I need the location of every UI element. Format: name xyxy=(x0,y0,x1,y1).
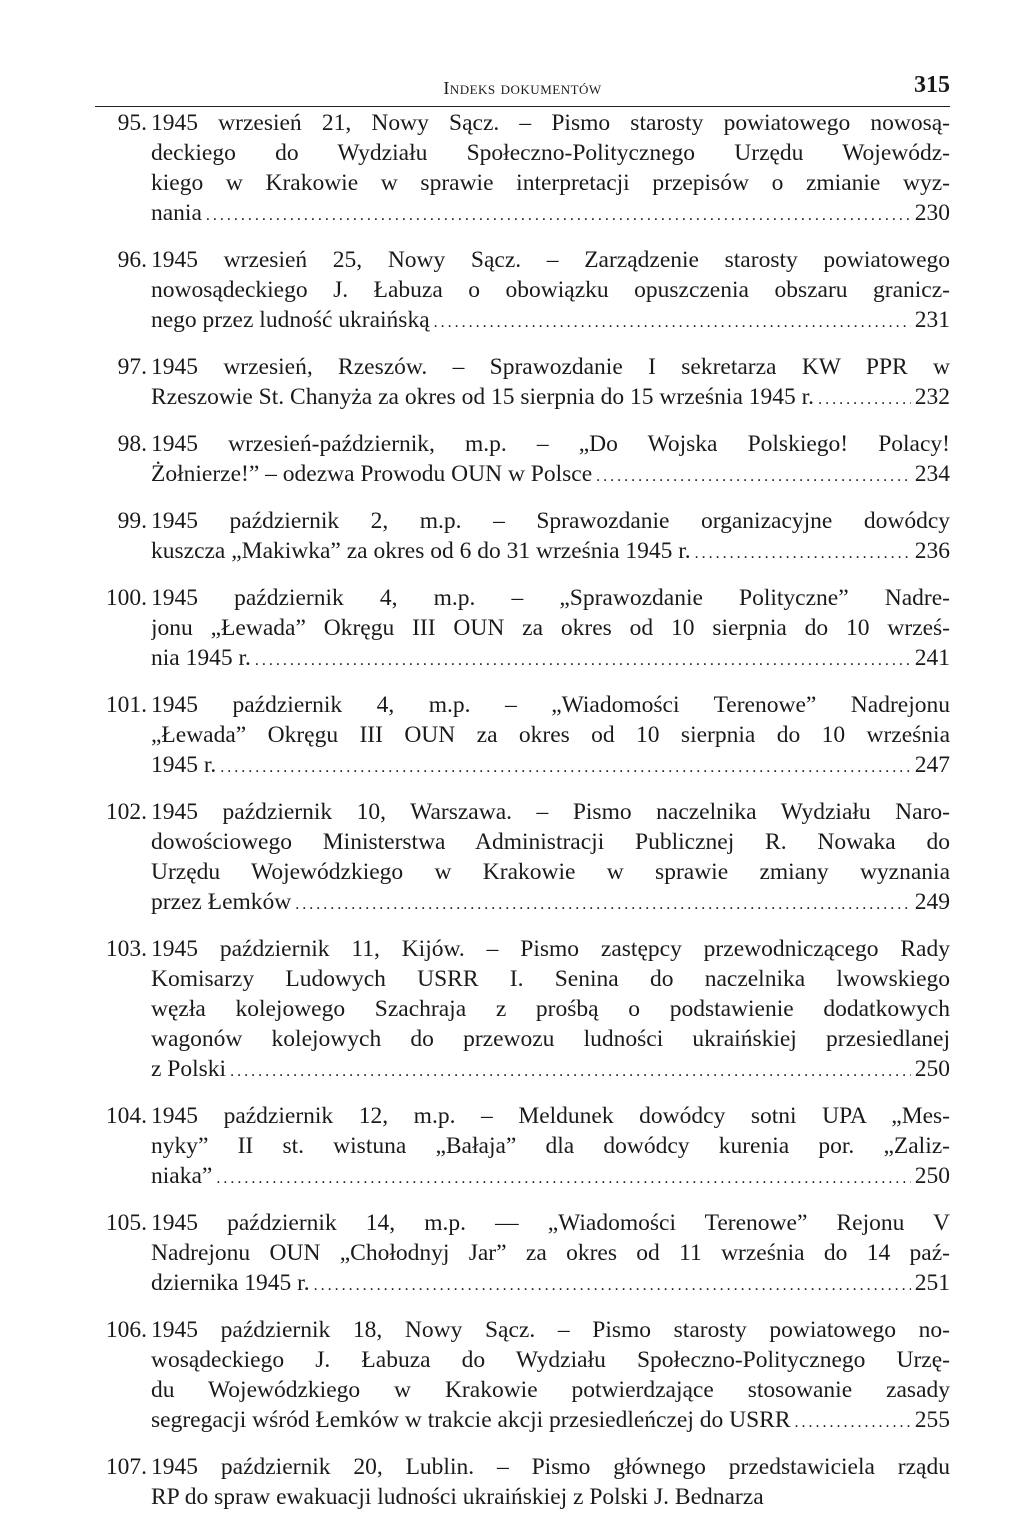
index-entry xyxy=(95,108,950,231)
index-entry xyxy=(95,1101,950,1194)
dot-leader xyxy=(795,1408,911,1438)
index-entry xyxy=(95,797,950,920)
entry-number: 107. xyxy=(105,1454,147,1480)
entry-number: 106. xyxy=(105,1317,147,1343)
running-header xyxy=(95,72,950,104)
entry-text-line: 1945 październik 4, m.p. – „Sprawozdanie Polityczne” Nadre- xyxy=(151,585,950,611)
index-entry xyxy=(95,583,950,676)
entry-text-line: du Wojewódzkiego w Krakowie potwierdzające stosowanie zasady xyxy=(151,1377,950,1403)
entry-description xyxy=(151,108,950,231)
dot-leader xyxy=(695,539,911,569)
entry-text-line: deckiego do Wydziału Społeczno-Politycznego Urzędu Wojewódz- xyxy=(151,140,950,166)
entry-leader-line xyxy=(151,887,950,920)
dot-leader xyxy=(314,1271,911,1301)
entry-leader-line xyxy=(151,382,950,415)
entry-number: 101. xyxy=(105,692,147,718)
entry-text-line: wagonów kolejowych do przewozu ludności ukraińskiej przesiedlanej xyxy=(151,1026,950,1052)
entry-leader-line xyxy=(151,1268,950,1301)
entry-leader-line xyxy=(151,1161,950,1194)
entry-page-number: 249 xyxy=(914,889,950,915)
entry-text-line: nyky” II st. wistuna „Bałaja” dla dowódcy kurenia por. „Zaliz- xyxy=(151,1133,950,1159)
index-entry xyxy=(95,352,950,415)
entry-text-line: 1945 wrzesień 21, Nowy Sącz. – Pismo starosty powiatowego nowosą- xyxy=(151,110,950,136)
entry-leader-line xyxy=(151,305,950,338)
dot-leader xyxy=(818,385,911,415)
entry-text-line: Urzędu Wojewódzkiego w Krakowie w sprawie zmiany wyznania xyxy=(151,859,950,885)
entry-page-number: 250 xyxy=(914,1163,950,1189)
entry-description xyxy=(151,1315,950,1438)
entry-text-line: jonu „Łewada” Okręgu III OUN za okres od 10 sierpnia do 10 wrześ- xyxy=(151,615,950,641)
dot-leader xyxy=(255,646,911,676)
entry-leader-line xyxy=(151,643,950,676)
index-entry xyxy=(95,1315,950,1438)
entry-text-line: 1945 październik 11, Kijów. – Pismo zastępcy przewodniczącego Rady xyxy=(151,936,950,962)
entry-leader-line xyxy=(151,1054,950,1087)
entry-description xyxy=(151,797,950,920)
entry-text-line: niaka” xyxy=(151,1163,213,1189)
index-entry xyxy=(95,934,950,1087)
entry-description xyxy=(151,934,950,1087)
entry-text-line: Rzeszowie St. Chanyża za okres od 15 sierpnia do 15 września 1945 r. xyxy=(151,384,815,410)
entry-text-line: nia 1945 r. xyxy=(151,645,251,671)
entry-description xyxy=(151,352,950,415)
entry-page-number: 230 xyxy=(914,200,950,226)
entry-page-number: 236 xyxy=(914,538,950,564)
entry-page-number: 251 xyxy=(914,1270,950,1296)
entry-leader-line xyxy=(151,198,950,231)
document-index-list xyxy=(95,108,950,1526)
entry-description xyxy=(151,506,950,569)
entry-description xyxy=(151,1101,950,1194)
entry-text-line: 1945 październik 12, m.p. – Meldunek dowódcy sotni UPA „Mes- xyxy=(151,1103,950,1129)
entry-text-line: kiego w Krakowie w sprawie interpretacji przepisów o zmianie wyz- xyxy=(151,170,950,196)
entry-number: 104. xyxy=(105,1103,147,1129)
entry-number: 103. xyxy=(105,936,147,962)
entry-description xyxy=(151,1452,950,1512)
entry-text-line: Nadrejonu OUN „Chołodnyj Jar” za okres od 11 września do 14 paź- xyxy=(151,1240,950,1266)
entry-description xyxy=(151,429,950,492)
entry-page-number: 255 xyxy=(914,1407,950,1433)
entry-text-line: 1945 wrzesień-październik, m.p. – „Do Wojska Polskiego! Polacy! xyxy=(151,431,950,457)
entry-text-line: dowościowego Ministerstwa Administracji Publicznej R. Nowaka do xyxy=(151,829,950,855)
entry-number: 100. xyxy=(105,585,147,611)
entry-text-line: 1945 październik 4, m.p. – „Wiadomości Terenowe” Nadrejonu xyxy=(151,692,950,718)
entry-text-line: Komisarzy Ludowych USRR I. Senina do naczelnika lwowskiego xyxy=(151,966,950,992)
entry-text-line: wosądeckiego J. Łabuza do Wydziału Społeczno-Politycznego Urzę- xyxy=(151,1347,950,1373)
entry-text-line: Żołnierze!” – odezwa Prowodu OUN w Polsce xyxy=(151,461,593,487)
entry-description xyxy=(151,690,950,783)
entry-description xyxy=(151,245,950,338)
entry-text-line: 1945 październik 2, m.p. – Sprawozdanie organizacyjne dowódcy xyxy=(151,508,950,534)
entry-text-line: przez Łemków xyxy=(151,889,292,915)
entry-text-line: 1945 październik 20, Lublin. – Pismo głównego przedstawiciela rządu xyxy=(151,1454,950,1480)
index-entry xyxy=(95,429,950,492)
header-title: Indeks dokumentów xyxy=(443,78,602,98)
entry-number: 105. xyxy=(105,1210,147,1236)
entry-text-line: 1945 wrzesień 25, Nowy Sącz. – Zarządzenie starosty powiatowego xyxy=(151,247,950,273)
entry-number: 102. xyxy=(105,799,147,825)
entry-text-line: nowosądeckiego J. Łabuza o obowiązku opuszczenia obszaru granicz- xyxy=(151,277,950,303)
index-entry xyxy=(95,245,950,338)
entry-page-number: 231 xyxy=(914,307,950,333)
dot-leader xyxy=(230,1057,911,1087)
entry-text-line: 1945 r. xyxy=(151,752,217,778)
entry-text-line: kuszcza „Makiwka” za okres od 6 do 31 września 1945 r. xyxy=(151,538,691,564)
dot-leader xyxy=(434,308,911,338)
entry-leader-line xyxy=(151,750,950,783)
entry-number: 96. xyxy=(117,247,147,273)
entry-number: 95. xyxy=(117,110,147,136)
entry-text-line: 1945 październik 10, Warszawa. – Pismo naczelnika Wydziału Naro- xyxy=(151,799,950,825)
dot-leader xyxy=(206,201,911,231)
dot-leader xyxy=(596,462,911,492)
entry-page-number: 250 xyxy=(914,1056,950,1082)
entry-text-line: z Polski xyxy=(151,1056,227,1082)
dot-leader xyxy=(220,753,910,783)
entry-page-number: 234 xyxy=(914,461,950,487)
entry-text-line: dziernika 1945 r. xyxy=(151,1270,310,1296)
entry-text-line: nania xyxy=(151,200,202,226)
header-rule xyxy=(95,106,950,107)
entry-page-number: 241 xyxy=(914,645,950,671)
page-number: 315 xyxy=(914,72,950,98)
entry-text-line: 1945 październik 14, m.p. — „Wiadomości Terenowe” Rejonu V xyxy=(151,1210,950,1236)
dot-leader xyxy=(295,890,910,920)
entry-number: 98. xyxy=(117,431,147,457)
index-entry xyxy=(95,506,950,569)
entry-description xyxy=(151,1208,950,1301)
entry-leader-line xyxy=(151,1405,950,1438)
entry-text-line: 1945 październik 18, Nowy Sącz. – Pismo starosty powiatowego no- xyxy=(151,1317,950,1343)
dot-leader xyxy=(216,1164,910,1194)
entry-page-number: 232 xyxy=(914,384,950,410)
entry-text-line: nego przez ludność ukraińską xyxy=(151,307,430,333)
entry-description xyxy=(151,583,950,676)
index-entry xyxy=(95,690,950,783)
entry-text-line: węzła kolejowego Szachraja z prośbą o podstawienie dodatkowych xyxy=(151,996,950,1022)
entry-leader-line xyxy=(151,459,950,492)
entry-text-line: segregacji wśród Łemków w trakcie akcji przesiedleńczej do USRR xyxy=(151,1407,791,1433)
entry-text-line: „Łewada” Okręgu III OUN za okres od 10 sierpnia do 10 września xyxy=(151,722,950,748)
index-entry xyxy=(95,1452,950,1512)
entry-page-number: 247 xyxy=(914,752,950,778)
index-entry xyxy=(95,1208,950,1301)
entry-text-line: 1945 wrzesień, Rzeszów. – Sprawozdanie I sekretarza KW PPR w xyxy=(151,354,950,380)
entry-number: 99. xyxy=(117,508,147,534)
entry-number: 97. xyxy=(117,354,147,380)
entry-text-line: RP do spraw ewakuacji ludności ukraińskiej z Polski J. Bednarza xyxy=(151,1484,764,1510)
entry-leader-line xyxy=(151,536,950,569)
